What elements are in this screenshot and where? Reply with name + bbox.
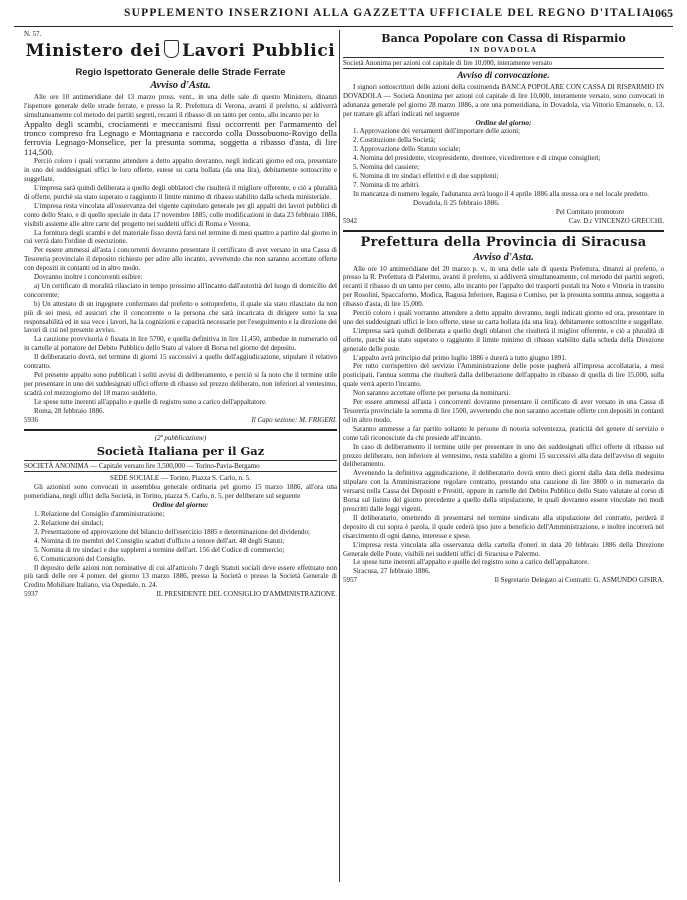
agenda-item: 1. Relazione del Consiglio d'amministrazione; — [34, 510, 165, 519]
agenda-heading: Ordine del giorno: — [475, 117, 532, 127]
paragraph: Per essere ammessi all'asta i concorrenti dovranno presentare il certificato di aver versato in una Cassa di Tesoreria provinciale la somma di lire 1500, avvertendo che non saranno accettate offerte con depositi in contanti od in altro modo. — [343, 398, 664, 424]
agenda-item: 4. Nomina di tre membri del Consiglio scaduti d'ufficio a tenore dell'art. 48 degli Statuti; — [34, 536, 285, 545]
section-rule — [24, 429, 337, 431]
agenda-item: 3. Presentazione ed approvazione del bilancio dell'esercizio 1885 e determinazione del dividendo; — [34, 527, 310, 536]
dateline: Dovadola, li 25 febbraio 1886. — [413, 198, 500, 207]
agenda-item: 6. Comunicazioni del Consiglio. — [34, 554, 126, 563]
paragraph: L'impresa sarà quindi deliberata a quello degli obblatori che risulterà il migliore offerente, e ciò a pluralità di offerte, purchè sia stato superato o raggiunto il limite minimo di ribasso stabilito dalla scheda ministeriale. — [24, 183, 337, 201]
registered-office: SEDE SOCIALE — Torino, Piazza S. Carlo, n. 5. — [110, 474, 251, 483]
signature: Il Capo sezione: M. FRIGERI. — [251, 415, 337, 424]
agenda-item: 6. Nomina di tre sindaci effettivi e di due supplenti; — [353, 171, 499, 180]
notice-number: N. 57. — [24, 30, 42, 38]
right-column — [343, 30, 664, 886]
agenda-list — [343, 127, 664, 189]
signature-line — [24, 416, 337, 425]
agenda-item: 4. Nomina del presidente, vicepresidente, direttore, vicedirettore e di cinque consiglieri; — [353, 154, 601, 163]
column-divider — [339, 30, 340, 882]
paragraph: Alle ore 10 antimeridiane del 13 marzo pross. vent., in una delle sale di questo Ministero, dinanzi l'ispettore generale delle strade ferrate, e presso la R. Prefettura di Verona, avanti il prefetto, si addiverrà simultaneamente col metodo dei partiti segreti, recanti il ribasso di un tanto per cento, allo incanto per lo — [24, 92, 337, 119]
signature: Cav. D.r VINCENZO GRECCHI. — [568, 216, 664, 225]
paragraph: Per tutto corrispettivo del servizio l'Amministrazione delle poste pagherà all'impresa accollataria, a mesi posticipati, l'annua somma che risulterà dalla deliberazione dell'appalto in ribasso di quella di lire 15,000, sulla quale verrà aperto l'incanto. — [343, 362, 664, 389]
signature: Il Segretario Delegato ai Contratti: G. ASMUNDO GISIRA. — [494, 576, 664, 585]
paragraph: Avvenendo la definitiva aggiudicazione, il deliberatario dovrà entro dieci giorni dalla data della medesima stipulare con la Amministrazione regolare contratto, prestando una cauzione di lire 3800 o in numerario da versarsi nella Cassa dei Depositi e Prestiti, oppure in cartelle del Debito Pubblico dello Stato valutate al corso di Borsa sul listino del giorno precedente a quello della stipulazione, le quali dovranno essere vincolate nei modi prescritti dalle leggi vigenti. — [343, 469, 664, 513]
running-header — [14, 4, 673, 27]
bank-location: IN DOVADOLA — [469, 45, 538, 54]
header-title: SUPPLEMENTO INSERZIONI ALLA GAZZETTA UFFICIALE DEL REGNO D'ITALIA — [124, 7, 652, 19]
agenda-list — [24, 510, 337, 563]
paragraph: Il deliberatario dovrà, nel termine di giorni 15 successivi a quello dell'aggiudicazione, stipulare il relativo contratto. — [24, 353, 337, 371]
paragraph: Il deposito delle azioni non nominative di cui all'articolo 7 degli Statuti sociali deve essere effettuato non più tardi delle ore 4 pomer. del giorno 13 marzo 1886, presso la Società o presso la Società Generale di Credito Mobiliare Italiano, via Ospedale, n. 24. — [24, 563, 337, 590]
ministry-title — [24, 40, 337, 61]
paragraph: Gli azionisti sono convocati in assemblea generale ordinaria pel giorno 15 marzo 1886, all'ora una pomeridiana, negli uffici della Società, in Torino, piazza S. Carlo, n. 5, per deliberare sul seguente — [24, 483, 337, 501]
auction-notice-title: Avviso d'Asta. — [473, 251, 534, 263]
section-rule — [343, 230, 664, 232]
publication-note: (2ª pubblicazione) — [154, 433, 207, 442]
insertion-code: 5957 — [343, 576, 357, 585]
agenda-item: 3. Approvazione dello Statuto sociale; — [353, 145, 461, 154]
left-column — [24, 30, 337, 886]
paragraph: Saranno ammesse a far partito soltanto le persone di notoria solventezza, praticità del genere di servizio e come tali riconosciute da chi presiede all'incanto. — [343, 424, 664, 442]
paragraph: In caso di deliberamento il termine utile per presentare in uno dei suddesignati uffici offerte di ribasso sul prezzo deliberato, non inferiore al ventesimo, resta stabilito a giorni 15 successivi alla data dell'avviso di seguito deliberamento. — [343, 442, 664, 469]
insertion-code: 5936 — [24, 415, 38, 424]
insertion-code: 5942 — [343, 216, 357, 225]
paragraph-emphasis: Appalto degli scambi, crociamenti e meccanismi fissi occorrenti per l'armamento del tronco compreso fra Legnago e Montagnana e raccordo colla Dossobuono-Rovigo della ferrovia Legnago-Monselice, per la presunta somma, soggetta a ribasso d'asta, di lire 114,500. — [24, 118, 337, 157]
paragraph: In mancanza di numero legale, l'adunanza avrà luogo il 4 aprile 1886 alla stessa ora e nel locale predetto. — [353, 189, 649, 198]
paragraph: a) Un certificato di moralità rilasciato in tempo prossimo all'incanto dall'autorità del luogo di domicilio del concorrente; — [24, 281, 337, 299]
paragraph: Dovranno inoltre i concorrenti esibire: — [34, 273, 143, 282]
paragraph: b) Un attestato di un ingegnere confermato dal prefetto o sottoprefetto, il quale sia stato rilasciato da non più di sei mesi, ed assicuri che il concorrente o la persona che sarà incaricata di dirigere sotto la sua responsabilità ed in sua vece i lavori, ha la cognizioni e capacità necessarie per l'eseguimento e la direzione dei lavori di cui nel presente avviso. — [24, 299, 337, 335]
paragraph: Perciò coloro i quali vorranno attendere a detto appalto dovranno, negli indicati giorno ed ora, presentare in uno dei suddesignati uffici le loro offerte, stese su carta bollata (da una lira), debitamente sottoscritte e suggellate. — [343, 309, 664, 326]
paragraph: L'impresa resta vincolata all'osservanza del vigente capitolato generale per gli appalti dei lavori pubblici di conto dello Stato, e di quello speciale in data 17 novembre 1885, colle modificazioni in data 23 febbraio 1886, visibili assieme alle altre carte del progetto nei suddetti uffici di Roma e Verona. — [24, 201, 337, 228]
agenda-item: 5. Nomina del cassiere; — [353, 163, 420, 172]
agenda-item: 1. Approvazione dei versamenti dell'importare delle azioni; — [353, 127, 521, 136]
signature-line — [343, 217, 664, 226]
paragraph: La cauzione provvisoria è fissata in lire 5700, e quella definitiva in lire 11,450, ambedue in numerario od in cartelle al portatore del Debito Pubblico dello Stato al valore di Borsa nel giorno del deposito. — [24, 335, 337, 353]
company-capital-bar: SOCIETÀ ANONIMA — Capitale versato lire 3,500,000 — Torino-Pavia-Bergamo — [24, 460, 337, 472]
paragraph: Perciò coloro i quali vorranno attendere a detto appalto dovranno, negli indicati giorno ed ora, presentare in uno dei suddesignati uffici le loro offerte, estese su carta bollata (da una lira), debitamente sottoscritte e suggellate. — [24, 157, 337, 184]
paragraph: I signori sottoscrittori delle azioni della costituenda BANCA POPOLARE CON CASSA DI RISPARMIO IN DOVADOLA — Società Anonima per azioni col capitale di lire 10,000, interamente versato, sono convocati in adunanza generale pel giorno 28 marzo 1886, a ore una pomeridiana, in Dovadola, via Vittorio Emanuele, n. 13, per trattare gli affari indicati nel seguente — [343, 82, 664, 118]
signature: IL PRESIDENTE DEL CONSIGLIO D'AMMINISTRAZIONE. — [156, 590, 337, 599]
signature-caption: Pel Comitato promotore — [555, 207, 624, 216]
bank-capital-bar: Società Anonima per azioni col capitale di lire 10,000, interamente versato — [343, 57, 664, 69]
inspectorate-title: Regio Ispettorato Generale delle Strade Ferrate — [75, 65, 286, 77]
paragraph: Non saranno accettate offerte per persona da nominarsi. — [353, 389, 511, 398]
agenda-item: 5. Nomina di tre sindaci e due supplenti a termine dell'art. 156 del Codice di commercio; — [34, 545, 285, 554]
agenda-item: 2. Relazione dei sindaci; — [34, 518, 104, 527]
royal-crest-icon — [164, 40, 179, 58]
paragraph: Alle ore 10 antimeridiane del 20 marzo p. v., in una delle sale di questa Prefettura, dinanzi al prefetto, o presso la R. Prefettura di Palermo, avanti il prefetto, si addiverrà simultaneamente, col metodo dei partiti segreti, recanti il ribasso di un tanto per cento, allo incanto per l'appalto dei trasporti postali tra Noto e Vittoria in transito per Rosolini, Spaccaforno, Modica, Ragusa Inferiore, Ragusa e Comiso, per la presunta somma annua, soggetta a ribasso d'asta, di lire 15,000. — [343, 264, 664, 309]
paragraph: Per essere ammessi all'asta i concorrenti dovranno presentare il certificato di aver versato in una Cassa di Tesoreria provinciale il deposito richiesto per adire allo incanto, avvertendo che non saranno accettate offerte con depositi in contanti od in altro modo. — [24, 246, 337, 273]
prefecture-title: Prefettura della Provincia di Siracusa — [360, 234, 647, 250]
company-title: Società Italiana per il Gaz — [96, 444, 265, 459]
bank-title: Banca Popolare con Cassa di Risparmio — [381, 32, 626, 45]
agenda-item: 7. Nomina di tre arbitri. — [353, 180, 420, 189]
dateline: Siracusa, 27 febbraio 1886. — [353, 567, 431, 576]
paragraph: Il deliberatario, omettendo di presentarsi nel termine sindicato alla stipulazione del contratto, perderà il deposito di cui sopra è parola, il quale cederà ipso jure a beneficio dell'Amministrazione, e inoltre incorrerà nel risarcimento di ogni danno, interesse e spese. — [343, 513, 664, 540]
page-number: 1065 — [649, 6, 673, 20]
signature-line — [343, 576, 664, 585]
agenda-heading: Ordine del giorno: — [152, 500, 209, 510]
insertion-code: 5937 — [24, 590, 38, 599]
paragraph: Le spese tutte inerenti all'appalto e quelle di registro sono a carico dell'appaltatore. — [34, 397, 267, 406]
paragraph: L'impresa resta vincolata alla osservanza della cartella d'oneri in data 20 febbraio 1886 della Direzione Generale delle Poste, visibili nei suddetti uffici di Siracusa e Palermo. — [343, 540, 664, 558]
convocation-title: Avviso di convocazione. — [457, 70, 550, 81]
paragraph: Le spese tutte inerenti all'appalto e quelle del registro sono a carico dell'appaltatore. — [353, 558, 589, 567]
auction-notice-title: Avviso d'Asta. — [150, 79, 211, 91]
dateline: Roma, 28 febbraio 1886. — [34, 406, 105, 415]
paragraph: Pel presente appalto sono pubblicati i soliti avvisi di deliberamento, e perciò si fa noto che il termine utile per presentare in uno dei suddesignati uffici offerte di ribasso sul prezzo deliberato, non inferiori al ventesimo, scadrà col mezzogiorno del 18 marzo suddetto. — [24, 371, 337, 397]
ministry-title-part1: Ministero dei — [25, 40, 162, 61]
ministry-title-part2: Lavori Pubblici — [182, 40, 336, 61]
paragraph: L'appalto avrà principio dal primo luglio 1886 e durerà a tutto giugno 1891. — [353, 353, 567, 362]
paragraph: L'impresa sarà quindi deliberata a quello degli oblatori che risulterà il miglior offerente, e ciò a pluralità di offerte, purchè sia stato superato o raggiunto il limite minimo di ribasso stabilito dalla scheda della Direzione generale delle poste. — [343, 326, 664, 353]
paragraph: La fornitura degli scambi e del materiale fisso dovrà farsi nel termine di mesi quattro a partire dal giorno in cui verrà dato l'ordine di esecuzione. — [24, 228, 337, 246]
agenda-item: 2. Costituzione della Società; — [353, 136, 436, 145]
signature-line — [24, 590, 337, 599]
